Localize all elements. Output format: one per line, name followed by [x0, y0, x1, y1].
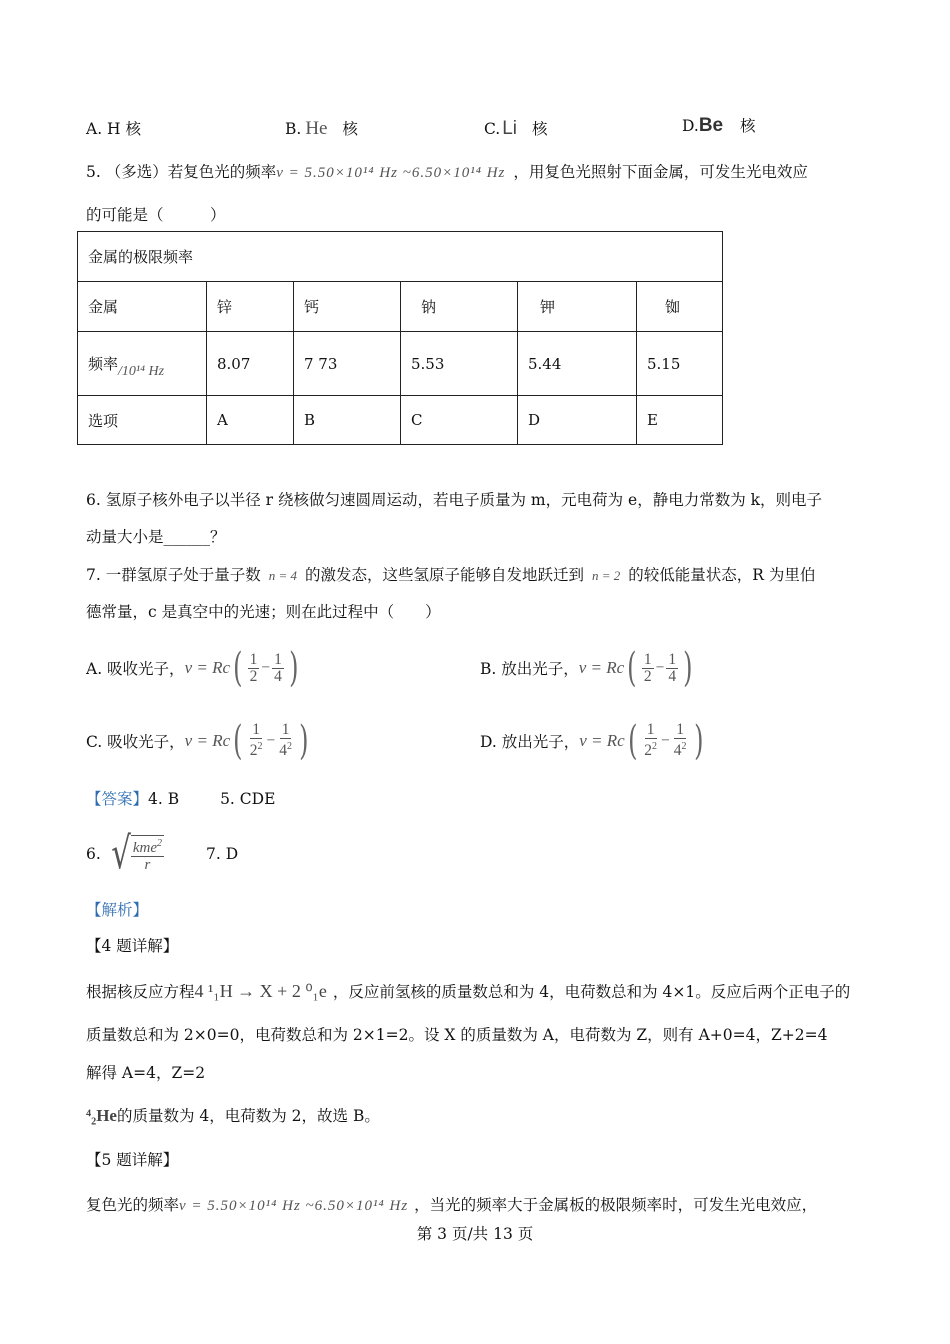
minus-sign: − — [655, 659, 665, 676]
answer-tag: 【答案】 — [86, 790, 149, 808]
table-cell: C — [401, 396, 518, 445]
analysis-p5 — [86, 1193, 817, 1215]
table-cell: 5.15 — [637, 332, 723, 396]
minus-sign: − — [261, 659, 271, 676]
q4-option-c-suffix: 核 — [531, 120, 548, 138]
formula-prefix: v = Rc — [184, 658, 231, 677]
q7-option-d — [480, 718, 706, 764]
table-cell: 钠 — [401, 282, 518, 332]
freq-label: 频率 — [88, 355, 119, 373]
q7-option-a — [86, 645, 301, 691]
section-heading-5: 【5 题详解】 — [86, 1151, 179, 1169]
q4-option-c-prefix: C. — [484, 120, 501, 138]
right-paren: ) — [693, 718, 704, 764]
table-row-metal — [78, 282, 723, 332]
q7-intro-cont: 的激发态，这些氢原子能够自发地跃迁到 — [305, 566, 585, 584]
beryllium-symbol: Be — [698, 115, 724, 136]
table-cell: 选项 — [78, 396, 207, 445]
fraction: $\frac{1}{2}$ — [643, 650, 652, 685]
minus-sign: − — [266, 732, 276, 749]
lithium-symbol: Li — [502, 118, 518, 139]
page-footer: 第 3 页/共 13 页 — [416, 1225, 534, 1243]
left-paren: ( — [627, 645, 637, 691]
table-cell: 锌 — [207, 282, 294, 332]
table-cell: A — [207, 396, 294, 445]
answer-line-2 — [86, 828, 239, 879]
table-cell: B — [294, 396, 401, 445]
q7-line2: 德常量，c 是真空中的光速；则在此过程中（ ） — [86, 603, 441, 621]
q7-option-b-label: B. 放出光子， — [480, 660, 579, 678]
q7-intro: 7. 一群氢原子处于量子数 — [86, 566, 261, 584]
q4-option-d-suffix: 核 — [740, 117, 756, 135]
formula-prefix: v = Rc — [184, 731, 231, 750]
analysis-p4 — [86, 1104, 380, 1126]
fraction: $\frac{1}{4}$ — [668, 650, 677, 685]
answer-4: 4. B — [148, 790, 180, 808]
q4-option-a: A. H 核 — [86, 120, 141, 138]
quantum-number-4: n = 4 — [268, 568, 297, 583]
q4-option-d-prefix: D. — [682, 117, 699, 135]
fraction: $\frac{1}{2^2}$ — [249, 721, 263, 760]
analysis-p1-end: ，反应前氢核的质量数总和为 4，电荷数总和为 4×1。反应后两个正电子的 — [332, 983, 851, 1001]
table-cell: 5.53 — [401, 332, 518, 396]
table-cell: 钾 — [518, 282, 637, 332]
q4-option-b-suffix: 核 — [342, 120, 358, 138]
answer-7: 7. D — [206, 845, 239, 863]
q4-option-b — [285, 117, 358, 140]
quantum-number-2: n = 2 — [592, 568, 621, 583]
q7-option-c-label: C. 吸收光子， — [86, 733, 185, 751]
analysis-p5-start: 复色光的频率 — [86, 1196, 180, 1214]
left-paren: ( — [627, 718, 638, 764]
q7-intro-end: 的较低能量状态，R 为里伯 — [628, 566, 816, 584]
helium-symbol: He — [305, 118, 328, 139]
analysis-p1 — [86, 980, 850, 1002]
right-paren: ) — [299, 718, 309, 764]
table-cell: 5.44 — [518, 332, 637, 396]
nuclear-reaction-equation: 4 ¹₁H → X + 2 ⁰₁e — [194, 981, 327, 1001]
q7-option-b — [480, 645, 696, 691]
answer-6-label: 6. — [86, 845, 101, 863]
section-heading-4: 【4 题详解】 — [86, 937, 179, 955]
table-title: 金属的极限频率 — [78, 232, 723, 282]
analysis-p4-text: 的质量数为 4，电荷数为 2，故选 B。 — [116, 1107, 380, 1125]
q5-line2: 的可能是（ ） — [86, 206, 226, 224]
q6-line2: 动量大小是______？ — [86, 528, 226, 546]
table-row-option — [78, 396, 723, 445]
minus-sign: − — [661, 732, 670, 749]
table-cell: 7 73 — [294, 332, 401, 396]
right-paren: ) — [683, 645, 693, 691]
table-cell: 钙 — [294, 282, 401, 332]
fraction: $\frac{1}{2^2}$ — [644, 721, 658, 760]
table-cell: E — [637, 396, 723, 445]
q5-frequency-formula: v = 5.50×10¹⁴ Hz ~6.50×10¹⁴ Hz — [276, 165, 506, 181]
analysis-p2: 质量数总和为 2×0=0，电荷数总和为 2×1=2。设 X 的质量数为 A，电荷数为 Z，则有 A+0=4，Z+2=4 — [86, 1026, 828, 1044]
fraction: $\frac{1}{4^2}$ — [673, 721, 687, 760]
formula-prefix: v = Rc — [578, 658, 625, 677]
table-cell: 金属 — [78, 282, 207, 332]
q4-option-c — [484, 117, 547, 140]
analysis-p3: 解得 A=4，Z=2 — [86, 1064, 206, 1082]
left-paren: ( — [233, 718, 243, 764]
analysis-p1-start: 根据核反应方程 — [86, 983, 195, 1001]
right-paren: ) — [288, 645, 299, 691]
sqrt-numerator: kme$^2$ — [132, 838, 162, 856]
fraction: $\frac{1}{2}$ — [249, 650, 258, 685]
freq-unit: /10¹⁴ Hz — [118, 364, 165, 379]
q7-option-a-label: A. 吸收光子， — [86, 660, 185, 678]
q7-line1 — [86, 563, 815, 585]
analysis-tag: 【解析】 — [86, 901, 149, 919]
sqrt-denominator: r — [144, 857, 151, 873]
formula-prefix: v = Rc — [579, 731, 625, 750]
frequency-formula: v = 5.50×10¹⁴ Hz ~6.50×10¹⁴ Hz — [179, 1198, 409, 1214]
sqrt-fraction — [131, 835, 164, 873]
metal-frequency-table — [77, 231, 723, 445]
q6-line1: 6. 氢原子核外电子以半径 r 绕核做匀速圆周运动，若电子质量为 m，元电荷为 e，静电力常数为 k，则电子 — [86, 491, 823, 509]
answer-5: 5. CDE — [220, 790, 276, 808]
table-cell: 8.07 — [207, 332, 294, 396]
answer-line — [86, 787, 275, 809]
table-cell: D — [518, 396, 637, 445]
q4-option-d — [682, 114, 756, 137]
analysis-p5-end: ，当光的频率大于金属板的极限频率时，可发生光电效应， — [414, 1196, 818, 1214]
fraction: $\frac{1}{4}$ — [274, 650, 282, 685]
sqrt-expression — [107, 828, 166, 879]
q5-intro: 5. （多选）若复色光的频率 — [86, 163, 277, 181]
q4-option-b-prefix: B. — [285, 120, 302, 138]
fraction: $\frac{1}{4^2}$ — [279, 721, 292, 760]
helium-nucleus-symbol: ⁴₂He — [86, 1106, 117, 1125]
radical-sign: √ — [111, 828, 131, 879]
q5-line1 — [86, 160, 808, 182]
q7-option-d-label: D. 放出光子， — [480, 733, 580, 751]
table-row-frequency — [78, 332, 723, 396]
q7-option-c — [86, 718, 312, 764]
table-cell — [78, 332, 207, 396]
left-paren: ( — [233, 645, 243, 691]
table-cell: 铷 — [637, 282, 723, 332]
q5-intro-cont: ，用复色光照射下面金属，可发生光电效应 — [513, 163, 808, 181]
